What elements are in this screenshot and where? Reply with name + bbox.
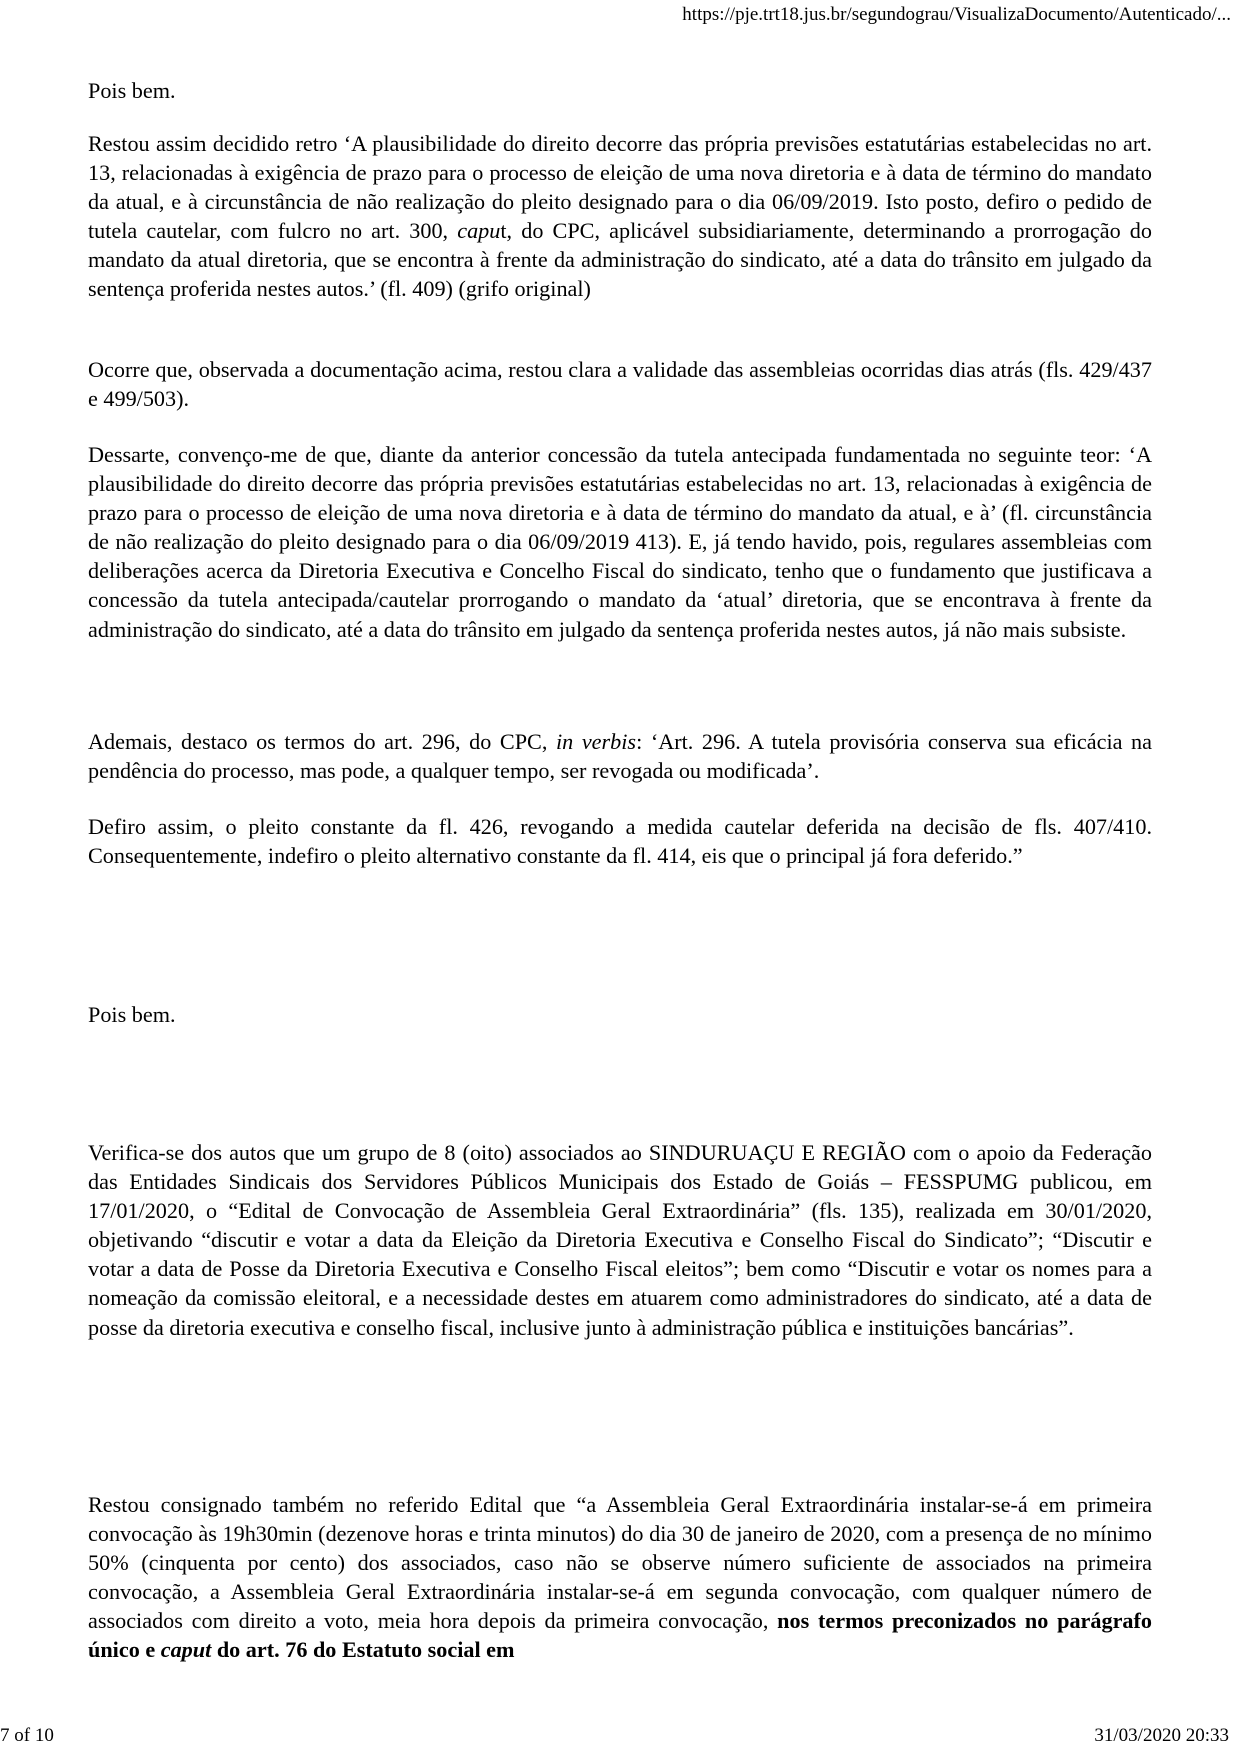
paragraph: Pois bem. bbox=[88, 1002, 176, 1027]
paragraph bbox=[88, 1490, 1152, 1665]
paragraph: Verifica-se dos autos que um grupo de 8 (oito) associados ao SINDURUAÇU E REGIÃO com o apoio da Federação das Entidades Sindicais dos Servidores Públicos Municipais dos Estado de Goiás – FESSPUMG publicou, em 17/01/2020, o “Edital de Convocação de Assembleia Geral Extraordinária” (fls. 135), realizada em 30/01/2020, objetivando “discutir e votar a data da Eleição da Diretoria Executiva e Conselho Fiscal do Sindicato”; “Discutir e votar a data de Posse da Diretoria Executiva e Conselho Fiscal eleitos”; bem como “Discutir e votar os nomes para a nomeação da comissão eleitoral, e a necessidade destes em atuarem como administradores do sindicato, até a data de posse da diretoria executiva e conselho fiscal, inclusive junto à administração pública e instituições bancárias”. bbox=[88, 1140, 1152, 1340]
paragraph: Dessarte, convenço-me de que, diante da anterior concessão da tutela antecipada fundamentada no seguinte teor: ‘A plausibilidade do direito decorre das própria previsões estatutárias estabelecidas no art. 13, relacionadas à exigência de prazo para o processo de eleição de uma nova diretoria e à data de término do mandato da atual, e à’ (fl. circunstância de não realização do pleito designado para o dia 06/09/2019 413). E, já tendo havido, pois, regulares assembleias com deliberações acerca da Diretoria Executiva e Concelho Fiscal do sindicato, tenho que o fundamento que justificava a concessão da tutela antecipada/cautelar prorrogando o mandato da ‘atual’ diretoria, que se encontrava à frente da administração do sindicato, até a data do trânsito em julgado da sentença proferida nestes autos, já não mais subsiste. bbox=[88, 442, 1152, 642]
paragraph bbox=[88, 727, 1152, 785]
bold-italic-text: caput bbox=[160, 1637, 212, 1663]
paragraph: Pois bem. bbox=[88, 78, 176, 103]
bold-text-part: do art. 76 do Estatuto social em bbox=[211, 1637, 515, 1663]
italic-text: in verbis bbox=[555, 729, 637, 754]
paragraph-text: : ‘Art. 296. A tutela provisória conserva sua eficácia na pendência do processo, mas pode, a qualquer tempo, ser revogada ou modificada’. bbox=[88, 729, 1152, 784]
page-url-header: https://pje.trt18.jus.br/segundograu/VisualizaDocumento/Autenticado/... bbox=[682, 4, 1231, 25]
paragraph-text: Restou assim decidido retro ‘A plausibilidade do direito decorre das própria previsões estatutárias estabelecidas no art. 13, relacionadas à exigência de prazo para o processo de eleição de uma nova diretoria e à data de término do mandato da atual, e à circunstância de não realização do pleito designado para o dia 06/09/2019. Isto posto, defiro o pedido de tutela cautelar, com fulcro no art. 300, bbox=[88, 131, 1152, 244]
paragraph bbox=[88, 129, 1152, 304]
paragraph: Ocorre que, observada a documentação acima, restou clara a validade das assembleias ocorridas dias atrás (fls. 429/437 e 499/503). bbox=[88, 357, 1152, 412]
paragraph-text: Restou consignado também no referido Edital que “a Assembleia Geral Extraordinária instalar-se-á em primeira convocação às 19h30min (dezenove horas e trinta minutos) do dia 30 de janeiro de 2020, com a presença de no mínimo 50% (cinquenta por cento) dos associados, caso não se observe número suficiente de associados na primeira convocação, a Assembleia Geral Extraordinária instalar-se-á em segunda convocação, com qualquer número de associados com direito a voto, meia hora depois da primeira convocação, bbox=[88, 1492, 1152, 1634]
print-datetime: 31/03/2020 20:33 bbox=[1094, 1725, 1229, 1746]
italic-text: capu bbox=[457, 218, 501, 244]
page-indicator: 7 of 10 bbox=[0, 1725, 54, 1746]
paragraph-text: Ademais, destaco os termos do art. 296, do CPC, bbox=[88, 729, 556, 754]
paragraph: Defiro assim, o pleito constante da fl. 426, revogando a medida cautelar deferida na decisão de fls. 407/410. Consequentemente, indefiro o pleito alternativo constante da fl. 414, eis que o principal já fora deferido.” bbox=[88, 814, 1152, 869]
bold-text-part: nos termos preconizados no parágrafo único e bbox=[88, 1608, 1152, 1663]
paragraph-text: t, do CPC, aplicável subsidiariamente, determinando a prorrogação do mandato da atual diretoria, que se encontra à frente da administração do sindicato, até a data do trânsito em julgado da sentença proferida nestes autos.’ (fl. 409) (grifo original) bbox=[88, 218, 1152, 302]
